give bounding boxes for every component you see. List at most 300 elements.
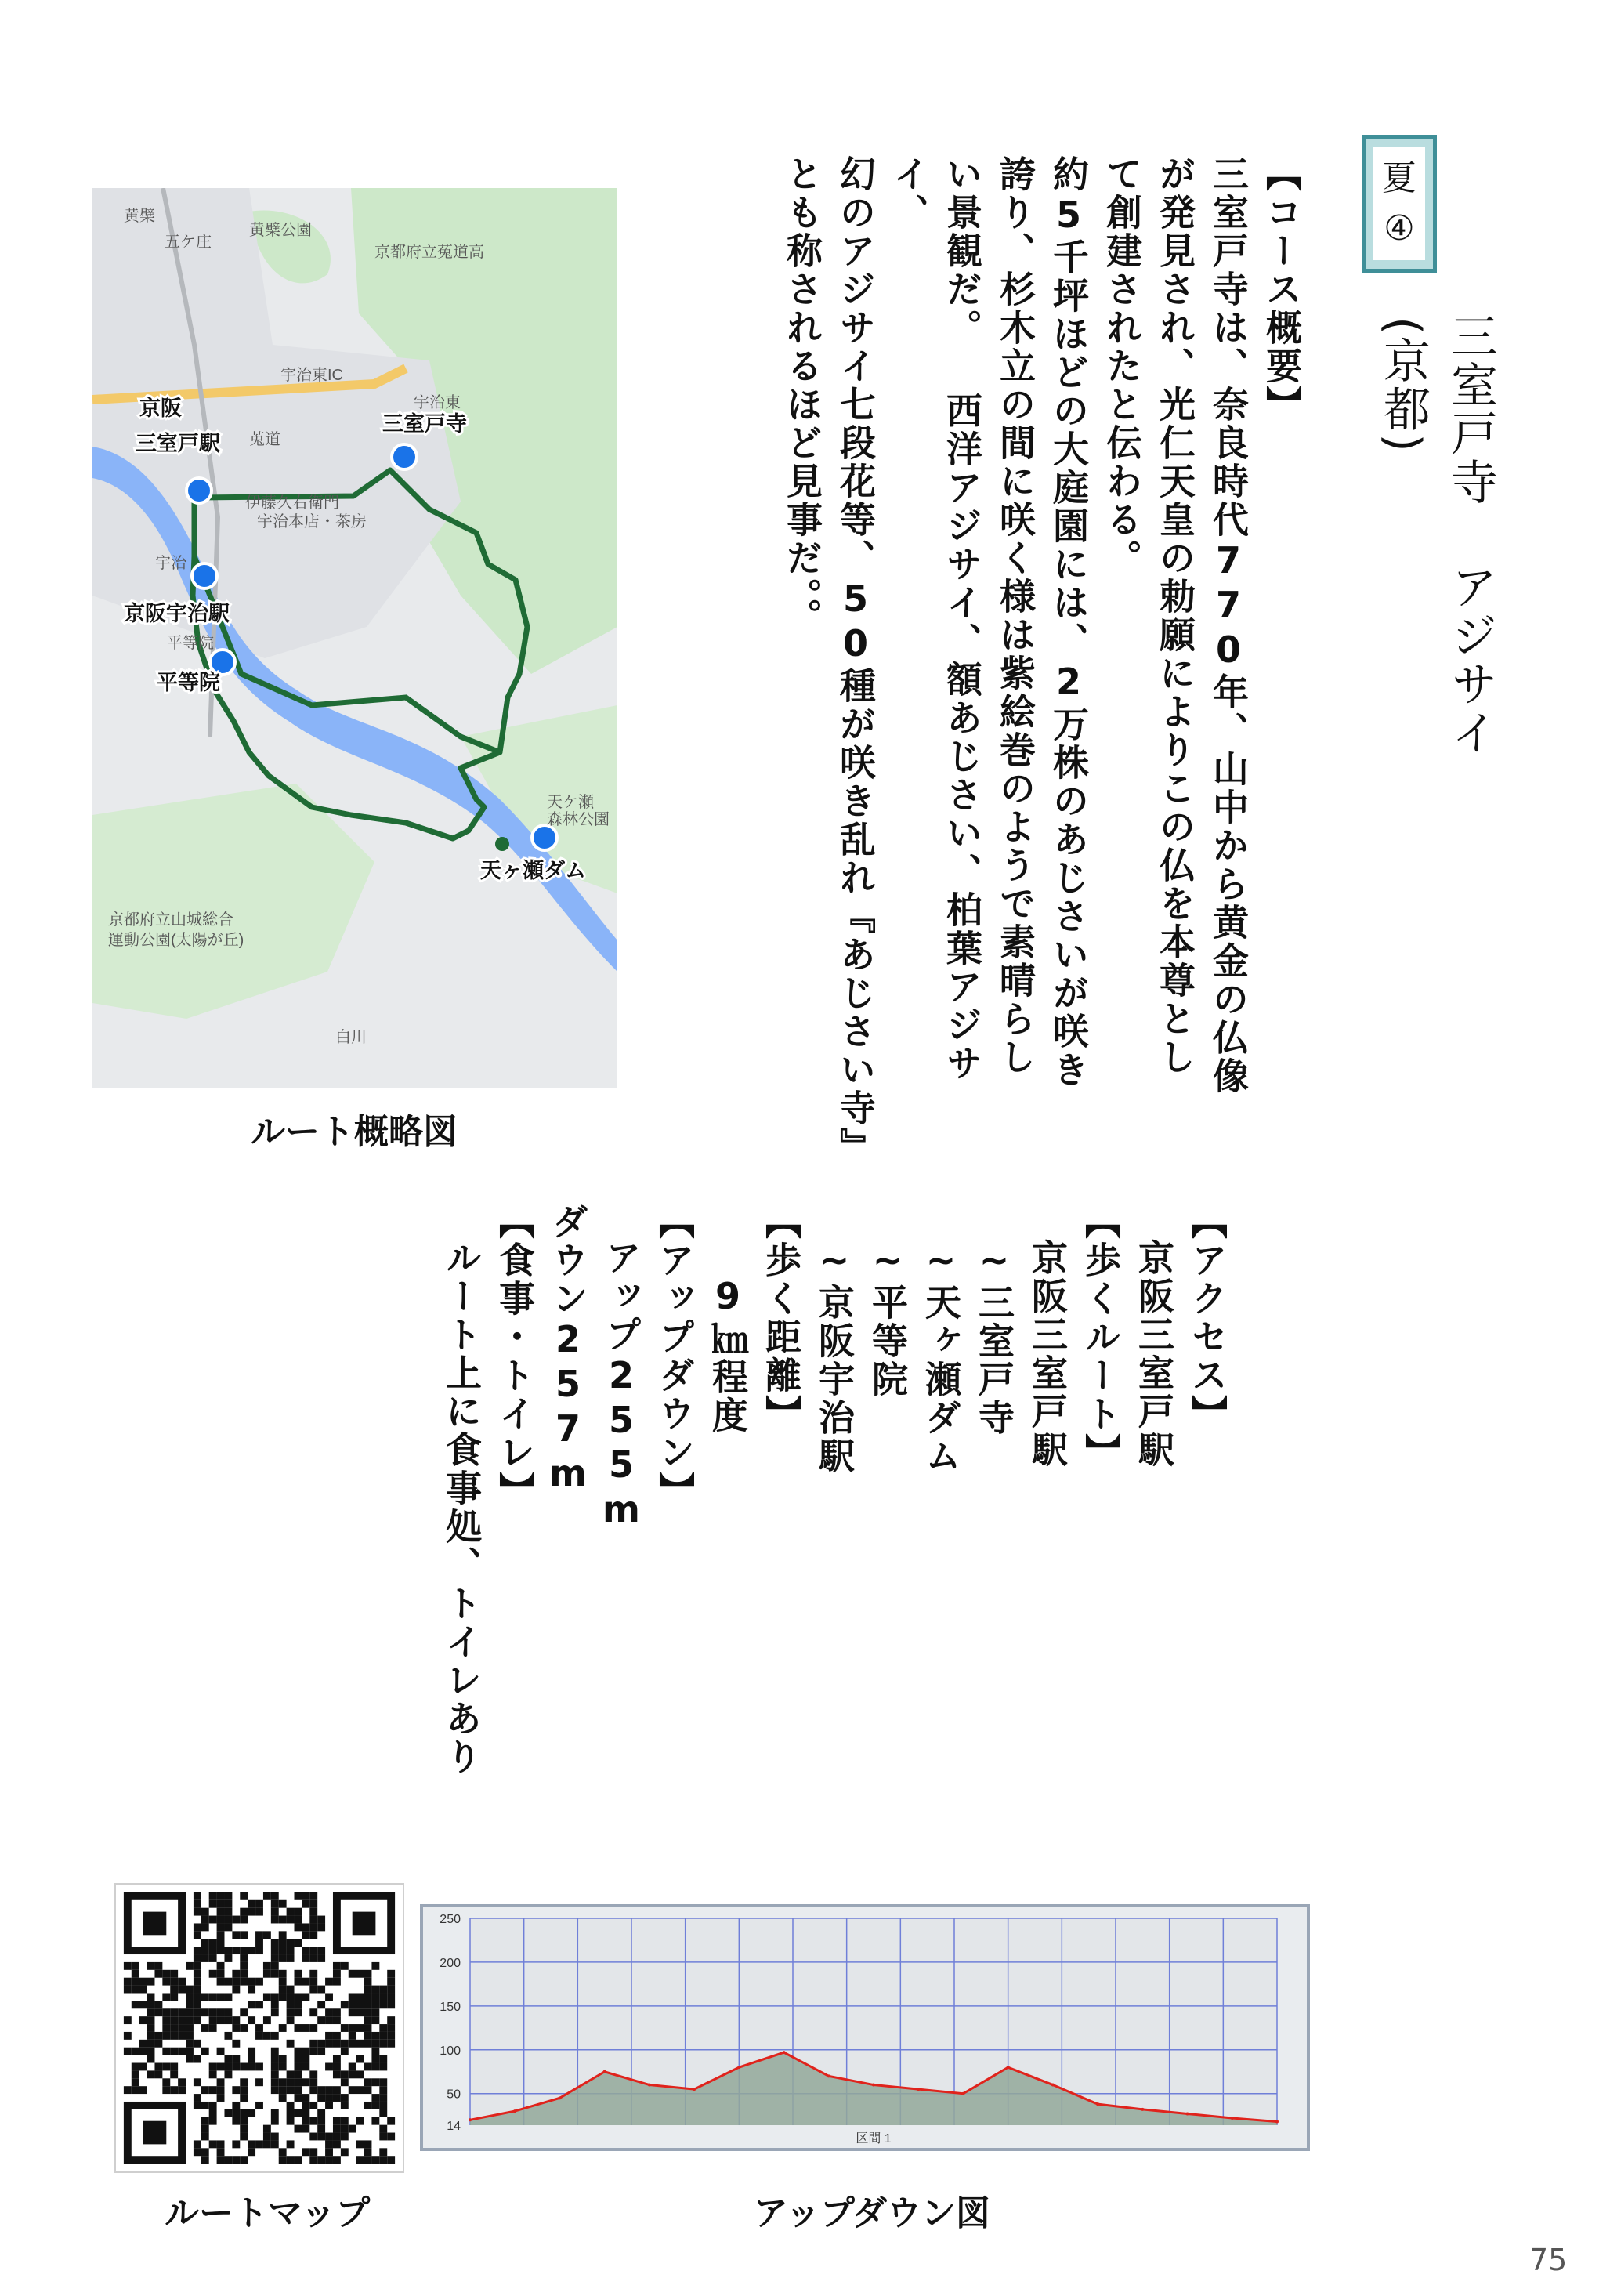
page-title-main: 三室戸寺 アジサイ — [1443, 312, 1498, 757]
qr-module — [232, 1978, 240, 1986]
qr-module — [186, 1993, 194, 2001]
qr-module — [287, 2109, 295, 2117]
elevation-point — [1051, 2084, 1055, 2087]
qr-module — [139, 2016, 147, 2024]
qr-module — [364, 2148, 372, 2156]
qr-module — [248, 2048, 255, 2055]
qr-module — [139, 2063, 147, 2071]
map-label: 運動公園(太陽が丘) — [108, 932, 244, 949]
qr-module — [240, 1931, 248, 1939]
qr-module — [387, 2001, 395, 2008]
qr-module — [325, 2102, 333, 2109]
qr-module — [255, 2102, 263, 2109]
qr-module — [287, 1954, 295, 1962]
qr-module — [341, 2078, 349, 2086]
qr-module — [287, 1939, 295, 1947]
qr-module — [287, 2117, 295, 2125]
qr-module — [341, 2117, 349, 2125]
qr-module — [309, 1892, 317, 1900]
qr-module — [271, 2048, 279, 2055]
qr-module — [302, 1978, 309, 1986]
qr-module — [186, 2016, 194, 2024]
qr-module — [371, 2032, 379, 2040]
qr-module — [217, 2016, 225, 2024]
page-title-location: (京都) — [1376, 317, 1431, 454]
qr-module — [170, 2016, 178, 2024]
mimurodo-station-pin-icon — [186, 478, 212, 503]
qr-module — [302, 2117, 309, 2125]
qr-module — [263, 2125, 271, 2133]
course-line: い景観だ。 西洋アジサイ、額あじさい、柏葉アジサイ、 — [888, 155, 983, 1083]
route-map — [92, 188, 617, 1088]
qr-module — [232, 2109, 240, 2117]
route-heading: 【歩くルート】 — [1080, 1203, 1122, 1472]
qr-module — [349, 2063, 356, 2071]
qr-module — [271, 2001, 279, 2008]
qr-module — [170, 2032, 178, 2040]
qr-module — [201, 1923, 209, 1931]
qr-finder-core — [143, 1912, 167, 1936]
qr-module — [209, 1954, 217, 1962]
qr-module — [295, 1923, 302, 1931]
qr-module — [295, 2125, 302, 2133]
map-label-byodoin: 平等院 — [157, 671, 220, 694]
qr-module — [302, 1900, 309, 1908]
qr-module — [317, 2117, 325, 2125]
qr-module — [317, 2109, 325, 2117]
qr-module — [349, 2032, 356, 2040]
qr-module — [162, 2024, 170, 2032]
qr-module — [255, 1978, 263, 1986]
qr-module — [287, 2140, 295, 2148]
map-label: 黄檗公園 — [249, 222, 312, 239]
qr-module — [356, 2008, 364, 2016]
qr-module — [209, 1900, 217, 1908]
qr-module — [349, 2070, 356, 2078]
qr-module — [224, 2156, 232, 2164]
qr-module — [317, 1986, 325, 1994]
qr-module — [271, 2078, 279, 2086]
qr-module — [255, 2024, 263, 2032]
qr-module — [341, 1962, 349, 1970]
qr-module — [124, 2048, 132, 2055]
qr-module — [248, 2148, 255, 2156]
qr-module — [302, 1947, 309, 1954]
qr-module — [224, 1892, 232, 1900]
y-tick-label: 250 — [440, 1913, 461, 1926]
qr-module — [309, 2133, 317, 2141]
qr-module — [371, 2016, 379, 2024]
qr-module — [387, 2117, 395, 2125]
qr-module — [240, 2125, 248, 2133]
qr-module — [248, 1978, 255, 1986]
qr-module — [341, 2070, 349, 2078]
qr-module — [255, 1908, 263, 1916]
qr-module — [154, 1962, 162, 1970]
qr-module — [194, 1986, 201, 1994]
uji-station-pin-icon — [192, 563, 217, 588]
qr-module — [379, 2024, 387, 2032]
qr-module — [317, 2086, 325, 2094]
qr-caption: ルートマップ — [165, 2193, 371, 2233]
qr-module — [209, 1970, 217, 1978]
course-line: 幻のアジサイ七段花等、50種が咲き乱れ『あじさい寺』 — [834, 155, 877, 1166]
qr-module — [240, 1954, 248, 1962]
qr-module — [371, 2063, 379, 2071]
qr-module — [295, 2086, 302, 2094]
route-step: ~平等院 — [867, 1239, 909, 1399]
qr-module — [371, 1986, 379, 1994]
qr-module — [170, 2024, 178, 2032]
qr-module — [271, 2055, 279, 2063]
qr-module — [209, 2063, 217, 2071]
qr-module — [240, 1908, 248, 1916]
qr-module — [178, 2016, 186, 2024]
qr-module — [279, 1978, 287, 1986]
qr-module — [240, 2117, 248, 2125]
dam-pin-icon — [532, 825, 557, 850]
qr-module — [387, 2156, 395, 2164]
qr-module — [154, 2040, 162, 2048]
qr-module — [364, 2008, 372, 2016]
qr-module — [371, 1962, 379, 1970]
qr-module — [232, 1986, 240, 1994]
qr-module — [364, 2016, 372, 2024]
qr-module — [279, 1931, 287, 1939]
qr-module — [263, 2133, 271, 2141]
qr-code-icon — [116, 1885, 403, 2171]
qr-module — [217, 1970, 225, 1978]
qr-module — [341, 2148, 349, 2156]
map-label-uji-station: 京阪宇治駅 — [124, 602, 230, 625]
map-label: 宇治本店・茶房 — [257, 513, 367, 531]
qr-module — [271, 1916, 279, 1924]
qr-module — [201, 2024, 209, 2032]
qr-module — [132, 2086, 139, 2094]
route-map-qr-code[interactable] — [114, 1883, 404, 2173]
qr-module — [333, 1962, 341, 1970]
qr-module — [217, 2008, 225, 2016]
qr-module — [240, 1916, 248, 1924]
qr-module — [349, 2024, 356, 2032]
qr-module — [255, 1931, 263, 1939]
map-label: 宇治東IC — [280, 367, 343, 384]
qr-module — [240, 2133, 248, 2141]
qr-module — [279, 2024, 287, 2032]
qr-module — [356, 2156, 364, 2164]
qr-module — [217, 1993, 225, 2001]
elevation-point — [558, 2096, 561, 2099]
qr-module — [224, 2063, 232, 2071]
qr-module — [248, 2140, 255, 2148]
qr-module — [132, 1986, 139, 1994]
map-label: 五ケ庄 — [165, 234, 212, 251]
qr-module — [162, 2063, 170, 2071]
qr-module — [279, 2086, 287, 2094]
access-value: 京阪三室戸駅 — [1133, 1239, 1175, 1469]
qr-module — [279, 2055, 287, 2063]
qr-module — [170, 1978, 178, 1986]
qr-module — [224, 2032, 232, 2040]
course-line: 約5千坪ほどの大庭園には、2万株のあじさいが咲き — [1047, 155, 1090, 1089]
qr-module — [201, 2133, 209, 2141]
qr-module — [248, 2055, 255, 2063]
qr-module — [139, 2040, 147, 2048]
qr-module — [317, 2040, 325, 2048]
qr-module — [224, 1993, 232, 2001]
qr-module — [309, 2024, 317, 2032]
qr-module — [371, 2040, 379, 2048]
qr-module — [279, 1939, 287, 1947]
qr-module — [349, 2001, 356, 2008]
qr-module — [309, 2117, 317, 2125]
qr-module — [287, 1993, 295, 2001]
qr-module — [325, 2008, 333, 2016]
qr-module — [356, 2024, 364, 2032]
y-tick-label: 100 — [440, 2044, 461, 2058]
course-line: 誇り、杉木立の間に咲く様は紫絵巻のようで素晴らし — [994, 155, 1037, 1077]
qr-module — [132, 1970, 139, 1978]
qr-module — [201, 2102, 209, 2109]
qr-module — [201, 2086, 209, 2094]
qr-module — [295, 2063, 302, 2071]
qr-module — [132, 2078, 139, 2086]
qr-module — [240, 2078, 248, 2086]
route-step: ~京阪宇治駅 — [813, 1239, 856, 1476]
y-tick-label: 150 — [440, 2000, 461, 2014]
qr-module — [302, 1931, 309, 1939]
qr-module — [178, 2078, 186, 2086]
qr-module — [271, 2086, 279, 2094]
qr-module — [186, 2032, 194, 2040]
qr-module — [162, 2016, 170, 2024]
map-label: 宇治東 — [414, 394, 461, 411]
elevation-point — [1096, 2102, 1099, 2106]
qr-module — [341, 2125, 349, 2133]
qr-module — [364, 2001, 372, 2008]
qr-module — [371, 2156, 379, 2164]
qr-module — [224, 2008, 232, 2016]
updown-down: ダウン257m — [547, 1203, 589, 1497]
y-tick-label: 14 — [447, 2120, 461, 2133]
qr-module — [333, 2055, 341, 2063]
map-label: 森林公園 — [547, 811, 610, 828]
qr-module — [209, 1993, 217, 2001]
elevation-point — [737, 2066, 740, 2069]
distance-heading: 【歩く距離】 — [760, 1203, 802, 1433]
qr-module — [271, 2008, 279, 2016]
updown-up: アップ255m — [600, 1239, 642, 1533]
qr-module — [271, 2109, 279, 2117]
qr-module — [178, 2048, 186, 2055]
qr-module — [147, 2001, 155, 2008]
qr-module — [379, 2032, 387, 2040]
qr-module — [325, 2016, 333, 2024]
qr-module — [271, 1947, 279, 1954]
qr-module — [170, 2048, 178, 2055]
qr-module — [387, 1993, 395, 2001]
qr-module — [279, 1916, 287, 1924]
qr-module — [178, 1986, 186, 1994]
qr-module — [147, 2055, 155, 2063]
qr-module — [356, 1993, 364, 2001]
qr-module — [364, 1986, 372, 1994]
qr-module — [349, 1970, 356, 1978]
qr-module — [209, 2016, 217, 2024]
qr-module — [371, 2117, 379, 2125]
qr-module — [271, 1954, 279, 1962]
qr-module — [302, 2048, 309, 2055]
qr-module — [325, 2094, 333, 2102]
qr-module — [162, 2032, 170, 2040]
qr-module — [379, 2063, 387, 2071]
qr-module — [295, 1908, 302, 1916]
qr-module — [248, 1900, 255, 1908]
qr-module — [295, 2109, 302, 2117]
qr-module — [333, 2094, 341, 2102]
qr-module — [201, 2156, 209, 2164]
qr-module — [341, 2048, 349, 2055]
qr-module — [201, 1954, 209, 1962]
qr-module — [295, 1993, 302, 2001]
profile-caption: アップダウン図 — [754, 2193, 990, 2233]
course-line: て創建されたと伝わる。 — [1101, 155, 1143, 578]
qr-module — [309, 1931, 317, 1939]
qr-module — [364, 2086, 372, 2094]
qr-module — [302, 2125, 309, 2133]
qr-module — [309, 1947, 317, 1954]
qr-module — [356, 2086, 364, 2094]
qr-module — [341, 2024, 349, 2032]
qr-module — [240, 2008, 248, 2016]
qr-module — [162, 1970, 170, 1978]
qr-module — [349, 2125, 356, 2133]
qr-module — [317, 2133, 325, 2141]
map-label: 伊藤久右衛門 — [245, 494, 339, 512]
qr-module — [255, 1947, 263, 1954]
qr-module — [209, 2109, 217, 2117]
qr-module — [170, 2086, 178, 2094]
qr-module — [240, 1970, 248, 1978]
qr-module — [194, 1962, 201, 1970]
qr-module — [333, 2140, 341, 2148]
qr-module — [302, 2102, 309, 2109]
qr-module — [356, 2117, 364, 2125]
qr-module — [248, 1986, 255, 1994]
course-line: とも称されるほど見事だ。。 — [781, 155, 823, 636]
qr-module — [217, 2094, 225, 2102]
map-label: 宇治 — [155, 555, 186, 572]
qr-module — [302, 2109, 309, 2117]
qr-module — [170, 2063, 178, 2071]
qr-module — [271, 2063, 279, 2071]
qr-module — [325, 2040, 333, 2048]
qr-module — [255, 1900, 263, 1908]
qr-module — [309, 2156, 317, 2164]
qr-module — [287, 2156, 295, 2164]
qr-module — [224, 1978, 232, 1986]
qr-module — [194, 1908, 201, 1916]
qr-module — [194, 1892, 201, 1900]
qr-module — [271, 1908, 279, 1916]
qr-module — [224, 1900, 232, 1908]
qr-module — [154, 2063, 162, 2071]
qr-module — [139, 1986, 147, 1994]
qr-module — [287, 2070, 295, 2078]
elevation-point — [1275, 2120, 1279, 2124]
qr-module — [194, 2055, 201, 2063]
qr-module — [317, 1923, 325, 1931]
qr-module — [295, 2048, 302, 2055]
qr-module — [379, 2109, 387, 2117]
qr-module — [147, 2016, 155, 2024]
map-label-mimurodo-station: 三室戸駅 — [136, 432, 220, 455]
qr-module — [132, 1978, 139, 1986]
access-heading: 【アクセス】 — [1186, 1203, 1228, 1433]
qr-module — [217, 1947, 225, 1954]
qr-module — [271, 1993, 279, 2001]
qr-module — [224, 2109, 232, 2117]
qr-module — [139, 2048, 147, 2055]
qr-module — [209, 1947, 217, 1954]
qr-module — [333, 2125, 341, 2133]
qr-module — [309, 2148, 317, 2156]
course-overview — [776, 155, 1308, 1166]
qr-module — [154, 2008, 162, 2016]
elevation-point — [917, 2088, 920, 2091]
qr-module — [147, 2048, 155, 2055]
qr-module — [371, 2048, 379, 2055]
qr-module — [263, 1892, 271, 1900]
qr-module — [209, 2140, 217, 2148]
qr-module — [201, 1939, 209, 1947]
elevation-point — [513, 2109, 516, 2113]
qr-module — [341, 2001, 349, 2008]
route-marker-icon — [495, 837, 509, 851]
distance-value: 9㎞程度 — [707, 1275, 749, 1435]
map-label: 白川 — [335, 1029, 367, 1046]
qr-module — [295, 2001, 302, 2008]
qr-module — [194, 2078, 201, 2086]
qr-module — [371, 2001, 379, 2008]
qr-module — [325, 2086, 333, 2094]
qr-module — [201, 2117, 209, 2125]
qr-module — [271, 2032, 279, 2040]
qr-module — [325, 1993, 333, 2001]
qr-module — [201, 1947, 209, 1954]
qr-module — [178, 2008, 186, 2016]
qr-module — [232, 2055, 240, 2063]
qr-module — [248, 1908, 255, 1916]
qr-module — [201, 1908, 209, 1916]
qr-module — [287, 1908, 295, 1916]
qr-module — [271, 1892, 279, 1900]
qr-module — [325, 2133, 333, 2141]
y-tick-label: 200 — [440, 1956, 461, 1970]
qr-module — [387, 1970, 395, 1978]
qr-module — [309, 1978, 317, 1986]
qr-module — [317, 2001, 325, 2008]
elevation-point — [693, 2088, 696, 2091]
qr-module — [379, 2055, 387, 2063]
qr-module — [309, 2008, 317, 2016]
qr-module — [302, 1993, 309, 2001]
qr-module — [194, 1923, 201, 1931]
qr-module — [217, 2086, 225, 2094]
qr-module — [255, 2140, 263, 2148]
qr-module — [371, 1993, 379, 2001]
qr-module — [255, 2032, 263, 2040]
